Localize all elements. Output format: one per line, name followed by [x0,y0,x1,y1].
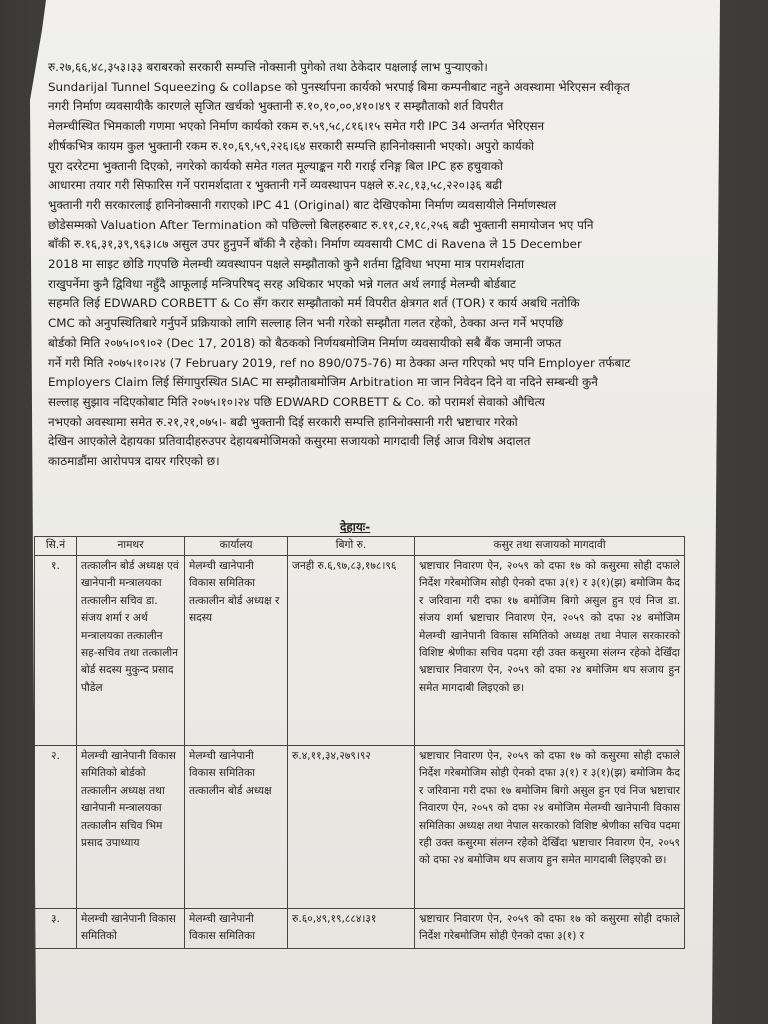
paragraph-line: काठमाडौंमा आरोपपत्र दायर गरिएको छ। [48,454,220,469]
column-header-name: नामथर [77,537,185,556]
paragraph-line: छोडेसम्मको Valuation After Termination को पछिल्लो बिलहरुबाट रु.११,८२,१८,२५६ बढी भुक्तानी समायोजन भए पनि [48,217,594,232]
paragraph-line: पूरा दररेटमा भुक्तानी दिएको, नगरेको कार्यको समेत गलत मूल्याङ्कन गरी गराई रनिङ्ग बिल IPC हरु हचुवाको [48,158,503,173]
paragraph-line: 2018 मा साइट छोडि गएपछि मेलम्ची व्यवस्थापन पक्षले सम्झौताको कुनै शर्तमा द्विविधा भएमा मात्र परामर्शदाता [48,257,525,272]
column-header-sn: सि.नं [35,537,77,556]
paragraph-line: Sundarijal Tunnel Squeezing & collapse को पुनर्स्थापना कार्यको भरपाई बिमा कम्पनीबाट नहुने अवस्थामा भेरिएसन स्वीकृत [48,79,630,94]
table-header-row [35,537,685,556]
cell-sn: ३. [35,909,77,949]
paragraph-line: भुक्तानी गरी सरकारलाई हानिनोक्सानी गराएको IPC 41 (Original) बाट देखिएकोमा निर्माण व्यवसायीले निर्माणस्थल [48,197,557,212]
paragraph-line: सहमति लिई EDWARD CORBETT & Co सँग करार सम्झौताको मर्म विपरीत क्षेत्रगत शर्त (TOR) र कार्य अबधि नतोकि [48,296,580,311]
column-header-office: कार्यालय [185,537,288,556]
paragraph-line: नगरी निर्माण व्यवसायीकै कारणले सृजित खर्चको भुक्तानी रु.१०,१०,००,४१०।४९ र सम्झौताको शर्त विपरीत [48,99,504,114]
paragraph-line: गर्ने गरी मिति २०७५।१०।२४ (7 February 2019, ref no 890/075-76) मा ठेक्का अन्त गरिएको भए पनि Employer तर्फबाट [48,355,631,370]
paragraph-line: मेलम्चीस्थित भिमकाली गणमा भएको निर्माण कार्यको रकम रु.५९,५८,८१६।१५ समेत गरी IPC 34 अन्तर्गत भेरिएसन [48,119,545,134]
cell-office: मेलम्ची खानेपानी विकास समितिका तत्कालीन बोर्ड अध्यक्ष [185,746,288,909]
paragraph-line: नभएको अवस्थामा समेत रु.२१,२१,०७५।- बढी भुक्तानी दिई सरकारी सम्पत्ति हानिनोक्सानी गरी भ्रष्टाचार गरेको [48,414,518,429]
paragraph-line: राखुपर्नेमा कुनै द्विविधा नहुँदै आफूलाई मन्त्रिपरिषद् सरह अधिकार भएको भन्ने गलत अर्थ लगाई मेलम्ची बोर्डबाट [48,276,516,291]
paragraph-line: Employers Claim लिई सिंगापुरस्थित SIAC मा सम्झौताबमोजिम Arbitration मा जान निवेदन दिने वा नदिने सम्बन्धी कुनै [48,375,598,390]
paragraph-line: बाँकी रु.१६,३१,३९,९६३।८७ असुल उपर हुनुपर्ने बाँकी नै रहेको। निर्माण व्यवसायी CMC di Ravena ले 15 December [48,237,582,252]
cell-bigo: जनही रु.६,९७,८३,१७८।९६ [288,556,415,746]
table-row [35,909,685,949]
cell-demand: भ्रष्टाचार निवारण ऐन, २०५९ को दफा १७ को कसुरमा सोही दफाले निर्देश गरेबमोजिम सोही ऐनको दफा ३(१) र [415,909,685,949]
paragraph-line: आधारमा तयार गरी सिफारिस गर्ने परामर्शदाता र भुक्तानी गर्ने व्यवस्थापन पक्षले रु.२८,१३,५८,२२०।३६ बढी [48,178,503,193]
paragraph-line: शीर्षकभित्र कायम कुल भुक्तानी रकम रु.१०,६९,५९,२२६।६४ सरकारी सम्पत्ति हानिनोक्सानी भएको। अपुरो कार्यको [48,138,534,153]
cell-name: मेलम्ची खानेपानी विकास समितिको बोर्डको तत्कालीन अध्यक्ष तथा खानेपानी मन्त्रालयका तत्कालीन सचिव भिम प्रसाद उपाध्याय [77,746,185,909]
table-row [35,746,685,909]
cell-sn: १. [35,556,77,746]
cell-sn: २. [35,746,77,909]
cell-bigo: रु.४,११,३४,२७९।९२ [288,746,415,909]
paragraph-line: रु.२७,६६,४८,३५३।३३ बराबरको सरकारी सम्पत्ति नोक्सानी पुगेको तथा ठेकेदार पक्षलाई लाभ पुऱ्याएको। [48,60,488,74]
cell-office: मेलम्ची खानेपानी विकास समितिका तत्कालीन बोर्ड अध्यक्ष र सदस्य [185,556,288,746]
paragraph-line: सल्लाह सुझाव नदिएकोबाट मिति २०७५।१०।२४ पछि EDWARD CORBETT & Co. को परामर्श सेवाको औचित्य [48,394,545,409]
cell-bigo: रु.६०,४९,१९,८८४।३१ [288,909,415,949]
column-header-bigo: बिगो रु. [288,537,415,556]
defendants-table [34,536,685,949]
paragraph-line: CMC को अनुपस्थितिबारे गर्नुपर्ने प्रक्रियाको लागि सल्लाह लिन भनी गरेको सम्झौता गलत रहेको, ठेक्का अन्त गर्ने भएपछि [48,316,564,331]
paragraph-line: बोर्डको मिति २०७५।०९।०२ (Dec 17, 2018) को बैठकको निर्णयबमोजिम निर्माण व्यवसायीको सबै बैंक जमानी जफत [48,335,562,350]
cell-demand: भ्रष्टाचार निवारण ऐन, २०५९ को दफा १७ को कसुरमा सोही दफाले निर्देश गरेबमोजिम सोही ऐनको दफा ३(१) र ३(१)(झ) बमोजिम कैद र जरिवाना गरी दफा १७ बमोजिम बिगो असुल हुन एवं निज भ्रष्टाचार निवारण ऐन, २०५९ को दफा २४ बमोजिम मेलम्ची खानेपानी विकास समितिका अध्यक्ष तथा नेपाल सरकारको विशिष्ट श्रेणीका सचिव पदमा रही उक्त कसुरमा संलग्न रहेको देखिँदा भ्रष्टाचार निवारण ऐन, २०५९ को दफा २४ बमोजिम थप सजाय हुन समेत मागदाबी लिइएको छ। [415,746,685,909]
paragraph-line: देखिन आएकोले देहायका प्रतिवादीहरुउपर देहायबमोजिमको कसुरमा सजायको मागदावी लिई आज विशेष अदालत [48,434,531,449]
column-header-demand: कसुर तथा सजायको मागदावी [415,537,685,556]
cell-demand: भ्रष्टाचार निवारण ऐन, २०५९ को दफा १७ को कसुरमा सोही दफाले निर्देश गरेबमोजिम सोही ऐनको दफा ३(१) र ३(१)(झ) बमोजिम कैद र जरिवाना गरी दफा १७ बमोजिम बिगो असुल हुन एवं निज डा. संजय शर्मा भ्रष्टाचार निवारण ऐन, २०५९ को दफा २४ बमोजिम मेलम्ची खानेपानी विकास समितिको अध्यक्ष तथा नेपाल सरकारको विशिष्ट श्रेणीका सचिव पदमा रही उक्त कसुरमा संलग्न रहेको देखिँदा भ्रष्टाचार निवारण ऐन, २०५९ को दफा २४ बमोजिम थप सजाय हुन समेत मागदाबी लिइएको छ। [415,556,685,746]
cell-name: मेलम्ची खानेपानी विकास समितिको [77,909,185,949]
cell-office: मेलम्ची खानेपानी विकास समितिका [185,909,288,949]
cell-name: तत्कालीन बोर्ड अध्यक्ष एवं खानेपानी मन्त्रालयका तत्कालीन सचिव डा. संजय शर्मा र अर्थ मन्त्रालयका तत्कालीन सह-सचिव तथा तत्कालीन बोर्ड सदस्य मुकुन्द प्रसाद पौडेल [77,556,185,746]
table-row [35,556,685,746]
charge-paragraph [48,58,682,472]
schedule-heading: देहायः- [340,520,371,534]
